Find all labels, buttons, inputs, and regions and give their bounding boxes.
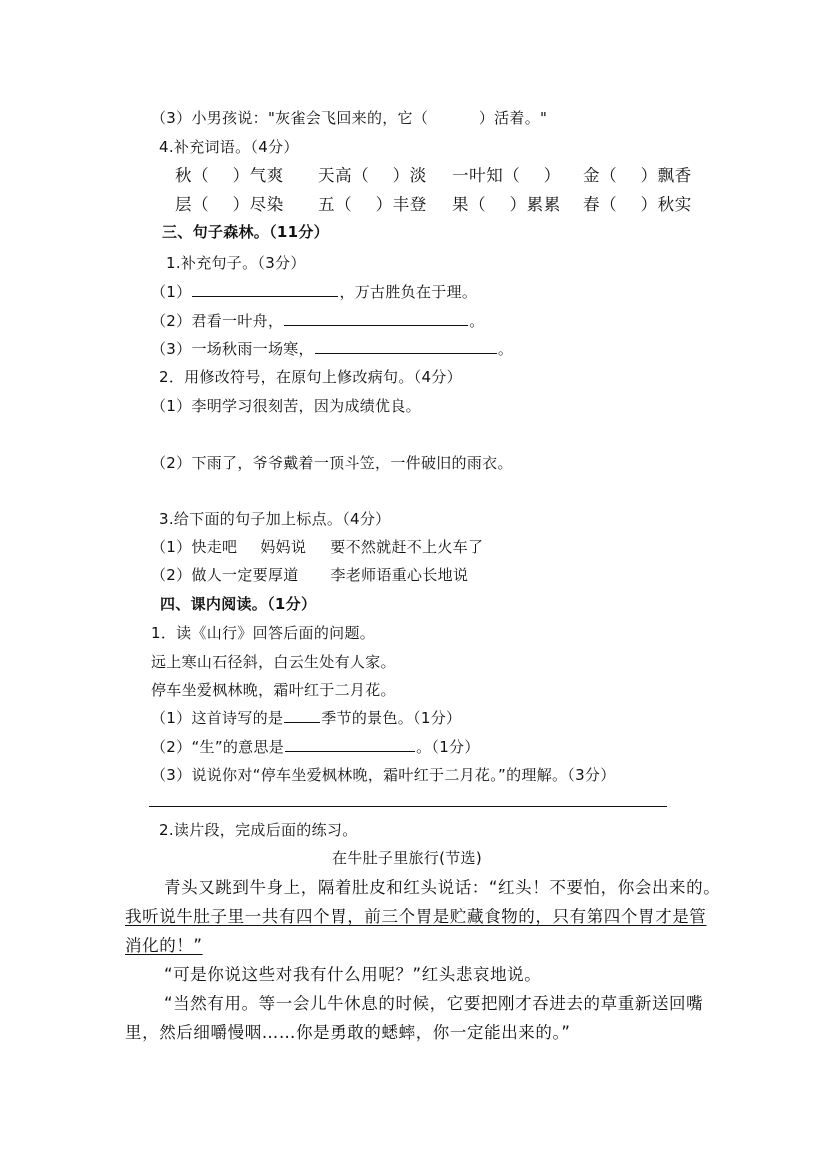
s3-q2-a: （1）李明学习很刻苦，因为成绩优良。 [151,397,421,415]
s3-q1-a [151,282,477,302]
s3-q2-b: （2）下雨了，爷爷戴着一顶斗笠，一件破旧的雨衣。 [151,454,513,472]
answer-blank[interactable] [284,311,468,326]
answer-line[interactable] [149,806,667,807]
s3-q2-title: 2．用修改符号，在原句上修改病句。（4分） [159,368,462,386]
word-fill-1-4: 金（ ）飘香 [583,166,692,185]
q2-item-3: （3）小男孩说："灰雀会飞回来的，它（ ）活着。" [151,109,548,127]
s3-q3-a-part-3: 要不然就赶不上火车了 [330,538,484,556]
s3-q1-c-prefix: （3）一场秋雨一场寒， [151,340,314,358]
word-fill-2-2: 五（ ）丰登 [318,195,427,214]
word-fill-2-1: 层（ ）尽染 [175,195,284,214]
s4-a2-suffix: 。（1分） [416,738,480,756]
passage-p3-line1: “当然有用。等一会儿牛休息的时候，它要把刚才吞进去的草重新送回嘴 [164,994,704,1013]
s3-q3-a [151,537,483,557]
s4-a2-prefix: （2）“生”的意思是 [151,738,285,756]
s4-q1-title: 1．读《山行》回答后面的问题。 [151,624,376,642]
answer-blank[interactable] [285,737,415,752]
poem-line-1: 远上寒山石径斜，白云生处有人家。 [151,653,396,671]
s3-q3-b-part-2: 李老师语重心长地说 [330,566,469,584]
passage-p1-line1: 青头又跳到牛身上，隔着肚皮和红头说话：“红头！不要怕，你会出来的。 [164,878,721,897]
s3-q1-b-prefix: （2）君看一叶舟， [151,312,284,330]
word-fill-2-4: 春（ ）秋实 [583,195,692,214]
section-3-title: 三、句子森林。（11分） [162,223,329,241]
section-4-title: 四、课内阅读。（1分） [160,595,317,613]
answer-blank[interactable] [192,282,338,297]
answer-blank[interactable] [284,708,320,723]
word-fill-1-1: 秋（ ）气爽 [175,166,284,185]
word-fill-2-3: 果（ ）累累 [452,195,561,214]
poem-line-2: 停车坐爱枫林晚，霜叶红于二月花。 [151,681,396,699]
s3-q1-c-suffix: 。 [497,340,514,358]
s4-a1-suffix: 季节的景色。（1分） [321,709,462,727]
s4-a1-prefix: （1）这首诗写的是 [151,709,284,727]
answer-blank[interactable] [315,339,497,354]
q4-title: 4.补充词语。（4分） [159,138,299,156]
s4-q1-a2 [151,737,480,757]
passage-p1-line2: 我听说牛肚子里一共有四个胃，前三个胃是贮藏食物的，只有第四个胃才是管 [125,907,707,926]
passage-p2: “可是你说这些对我有什么用呢？”红头悲哀地说。 [164,965,542,984]
passage-title: 在牛肚子里旅行(节选) [332,849,483,867]
passage-p3-line2: 里，然后细嚼慢咽……你是勇敢的蟋蟀，你一定能出来的。” [125,1023,571,1042]
passage-p1-line3: 消化的！” [125,936,203,955]
word-fill-1-3: 一叶知（ ） [452,166,561,185]
s3-q3-a-part-1: （1）快走吧 [151,538,238,556]
s3-q3-title: 3.给下面的句子加上标点。（4分） [159,510,391,528]
s3-q1-a-suffix: ，万古胜负在于理。 [339,283,478,301]
s3-q1-a-prefix: （1） [151,283,192,301]
word-fill-1-2: 天高（ ）淡 [318,166,427,185]
s3-q3-b-part-1: （2）做人一定要厚道 [151,566,299,584]
s3-q1-b [151,311,485,331]
s4-q1-a1 [151,708,461,728]
s3-q1-c [151,339,513,359]
s3-q3-b [151,565,468,585]
s3-q3-a-part-2: 妈妈说 [260,538,307,556]
s4-q2-title: 2.读片段，完成后面的练习。 [159,821,358,839]
s3-q1-b-suffix: 。 [469,312,485,330]
s4-q1-a3: （3）说说你对“停车坐爱枫林晚，霜叶红于二月花。”的理解。（3分） [151,766,616,784]
s3-q1-title: 1.补充句子。（3分） [166,254,306,272]
